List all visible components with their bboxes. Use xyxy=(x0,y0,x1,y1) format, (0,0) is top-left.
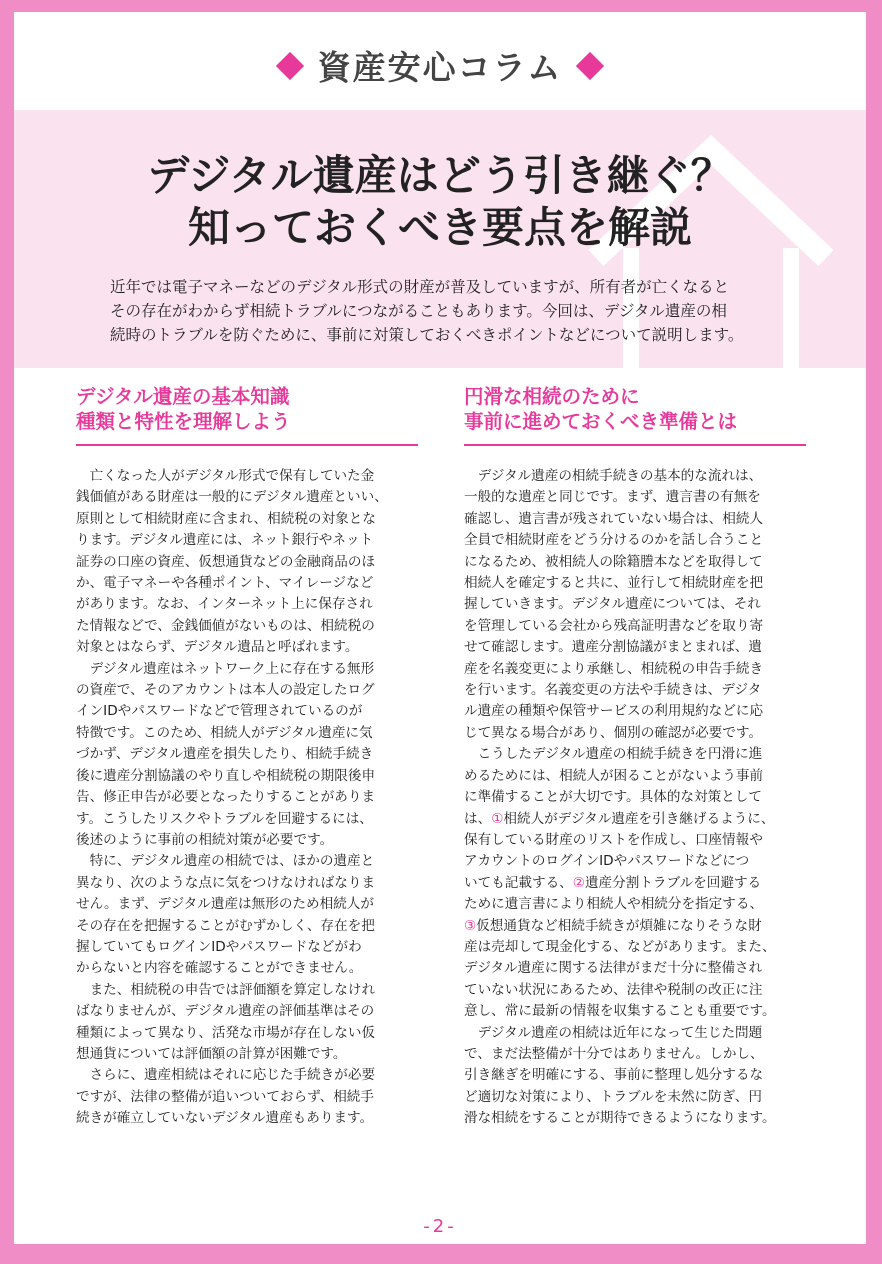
body-line: 後に遺産分割協議のやり直しや相続税の期限後申 xyxy=(76,767,376,784)
body-line: ばなりませんが、デジタル遺産の評価基準はその xyxy=(76,1003,375,1020)
heading-line: デジタル遺産の基本知識 xyxy=(76,385,290,408)
body-line: ために遺言書により相続人や相続分を指定する、 xyxy=(464,896,764,913)
body-line: 握していてもログインIDやパスワードなどがわ xyxy=(76,938,362,955)
body-line: 銭価値がある財産は一般的にデジタル遺産といい、 xyxy=(76,489,388,506)
circled-number: ③ xyxy=(464,917,477,934)
main-title-line2: 知っておくべき要点を解説 xyxy=(187,203,692,252)
heading-line: 円滑な相続のために xyxy=(464,385,640,408)
body-line: じて異なる場合があり、個別の確認が必要です。 xyxy=(464,724,762,741)
body-line: アカウントのログインIDやパスワードなどにつ xyxy=(464,853,750,870)
circled-number: ① xyxy=(491,810,504,827)
body-line: 想通貨については評価額の計算が困難です。 xyxy=(76,1045,347,1062)
body-line: 特徴です。このため、相続人がデジタル遺産に気 xyxy=(76,724,373,741)
heading-line: 事前に進めておくべき準備とは xyxy=(464,410,738,433)
body-line: 対象とはならず、デジタル遺品と呼ばれます。 xyxy=(76,639,359,656)
body-line: 種類によって異なり、活発な市場が存在しない仮 xyxy=(76,1024,376,1041)
body-line: 一般的な遺産と同じです。まず、遺言書の有無を xyxy=(464,489,761,506)
right-body-text xyxy=(464,466,806,1130)
body-line: 産を名義変更により承継し、相続税の申告手続き xyxy=(464,660,764,677)
left-body-text xyxy=(76,466,418,1130)
column-label-row xyxy=(14,42,866,89)
body-line: 確認し、遺言書が残されていない場合は、相続人 xyxy=(464,510,764,527)
column-label: 資産安心コラム xyxy=(317,48,563,87)
diamond-icon xyxy=(576,51,604,79)
body-line: 続きが確立していないデジタル遺産もあります。 xyxy=(76,1110,374,1127)
intro-line: 続時のトラブルを防ぐために、事前に対策しておくべきポイントなどについて説明します。 xyxy=(110,326,744,344)
body-line: に準備することが大切です。具体的な対策として xyxy=(464,789,762,806)
body-line: 滑な相続をすることが期待できるようになります。 xyxy=(464,1110,776,1127)
body-line: 特に、デジタル遺産の相続では、ほかの遺産と xyxy=(76,853,375,870)
column-header xyxy=(14,12,866,110)
intro-paragraph xyxy=(110,275,790,347)
body-line: ど適切な対策により、トラブルを未然に防ぎ、円 xyxy=(464,1088,762,1105)
body-line: インIDやパスワードなどで管理されているのが xyxy=(76,703,363,720)
body-line: せん。まず、デジタル遺産は無形のため相続人が xyxy=(76,896,374,913)
circled-number: ② xyxy=(572,874,585,891)
section-divider xyxy=(464,444,806,446)
body-line: 保有している財産のリストを作成し、口座情報や xyxy=(464,831,763,848)
hero-banner xyxy=(14,110,866,368)
body-line: 亡くなった人がデジタル形式で保有していた金 xyxy=(76,468,375,484)
body-line: めるためには、相続人が困ることがないよう事前 xyxy=(464,767,764,784)
body-line: ていない状況にあるため、法律や税制の改正に注 xyxy=(464,981,763,998)
body-line: デジタル遺産に関する法律がまだ十分に整備され xyxy=(464,960,763,977)
body-line: か、電子マネーや各種ポイント、マイレージなど xyxy=(76,575,374,592)
main-title xyxy=(14,150,866,254)
body-line: 告、修正申告が必要となったりすることがありま xyxy=(76,789,376,806)
body-line: からないと内容を確認することができません。 xyxy=(76,960,363,977)
diamond-icon xyxy=(276,51,304,79)
body-line: いても記載する、②遺産分割トラブルを回避する xyxy=(464,874,762,891)
body-line: た情報などで、金銭価値がないものは、相続税の xyxy=(76,617,375,634)
left-column xyxy=(76,384,418,1130)
body-line: 意し、常に最新の情報を収集することも重要です。 xyxy=(464,1003,776,1020)
body-line: す。こうしたリスクやトラブルを回避するには、 xyxy=(76,810,373,827)
right-section-heading xyxy=(464,384,806,434)
body-line: ですが、法律の整備が追いついておらず、相続手 xyxy=(76,1088,374,1105)
body-line: デジタル遺産の相続手続きの基本的な流れは、 xyxy=(464,468,763,484)
body-line: ル遺産の種類や保管サービスの利用規約などに応 xyxy=(464,703,764,720)
body-line: 証券の口座の資産、仮想通貨などの金融商品のほ xyxy=(76,553,376,570)
body-line: になるため、被相続人の除籍謄本などを取得して xyxy=(464,553,763,570)
body-line: せて確認します。遺産分割協議がまとまれば、遺 xyxy=(464,639,762,656)
body-line: さらに、遺産相続はそれに応じた手続きが必要 xyxy=(76,1067,376,1084)
body-line: ります。デジタル遺産には、ネット銀行やネット xyxy=(76,532,374,549)
body-line: づかず、デジタル遺産を損失したり、相続手続き xyxy=(76,746,374,763)
section-divider xyxy=(76,444,418,446)
intro-line: 近年では電子マネーなどのデジタル形式の財産が普及していますが、所有者が亡くなると xyxy=(110,278,730,296)
body-line: があります。なお、インターネット上に保存され xyxy=(76,596,373,613)
body-line: ③仮想通貨など相続手続きが煩雑になりそうな財 xyxy=(464,917,762,934)
body-line: で、まだ法整備が十分ではありません。しかし、 xyxy=(464,1045,764,1062)
body-line: その存在を把握することがむずかしく、存在を把 xyxy=(76,917,375,934)
body-line: 相続人を確定すると共に、並行して相続財産を把 xyxy=(464,575,764,592)
body-line: 異なり、次のような点に気をつけなければなりま xyxy=(76,874,376,891)
page-number: -2- xyxy=(423,1216,457,1237)
main-title-line1: デジタル遺産はどう引き継ぐ？ xyxy=(147,151,733,200)
right-column xyxy=(464,384,806,1130)
body-line: デジタル遺産の相続は近年になって生じた問題 xyxy=(464,1024,763,1041)
body-line: を行います。名義変更の方法や手続きは、デジタ xyxy=(464,682,762,699)
body-line: 後述のように事前の相続対策が必要です。 xyxy=(76,831,334,848)
body-line: デジタル遺産はネットワーク上に存在する無形 xyxy=(76,660,375,677)
left-section-heading xyxy=(76,384,418,434)
body-line: 産は売却して現金化する、などがあります。また、 xyxy=(464,938,776,955)
body-line: 握していきます。デジタル遺産については、それ xyxy=(464,596,761,613)
body-line: 引き継ぎを明確にする、事前に整理し処分するな xyxy=(464,1067,764,1084)
body-line: また、相続税の申告では評価額を算定しなけれ xyxy=(76,981,376,998)
page xyxy=(14,12,866,1244)
body-line: こうしたデジタル遺産の相続手続きを円滑に進 xyxy=(464,746,763,763)
body-line: 全員で相続財産をどう分けるのかを話し合うこと xyxy=(464,532,764,549)
heading-line: 種類と特性を理解しよう xyxy=(76,410,291,433)
body-line: の資産で、そのアカウントは本人の設定したログ xyxy=(76,682,375,699)
body-line: 原則として相続財産に含まれ、相続税の対象とな xyxy=(76,510,376,527)
body-line: を管理している会社から残高証明書などを取り寄 xyxy=(464,617,764,634)
body-line: は、①相続人がデジタル遺産を引き継げるように、 xyxy=(464,810,775,827)
intro-line: その存在がわからず相続トラブルにつながることもあります。今回は、デジタル遺産の相 xyxy=(110,302,727,320)
